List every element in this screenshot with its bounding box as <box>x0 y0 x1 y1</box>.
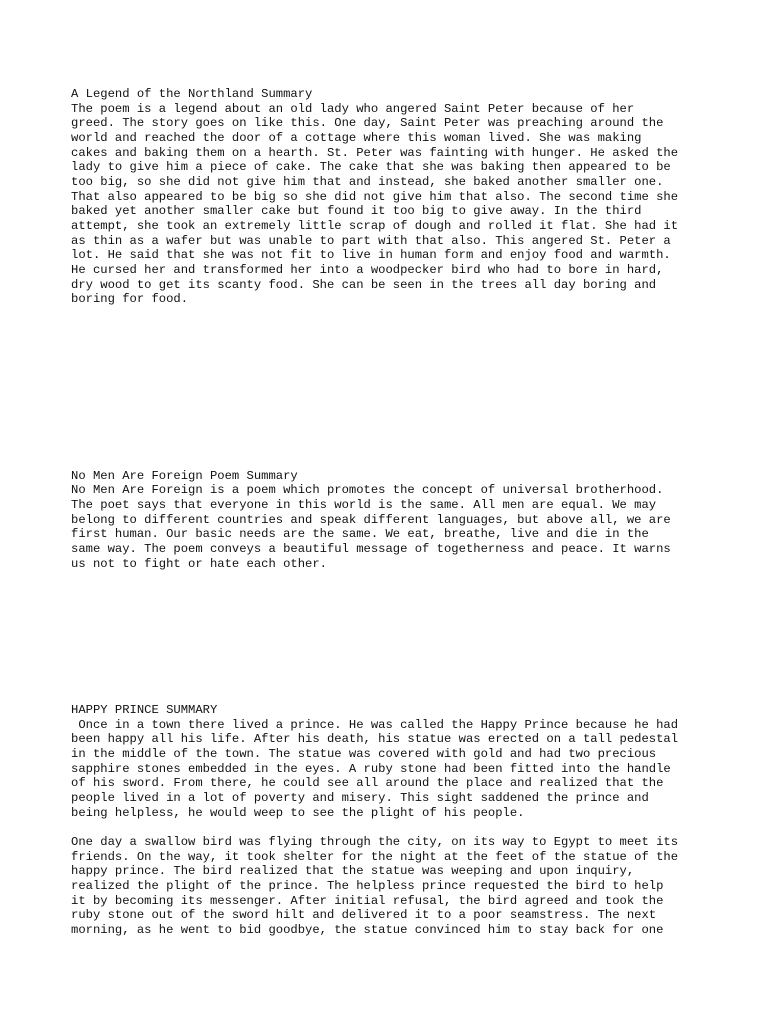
text-line: sapphire stones embedded in the eyes. A ruby stone had been fitted into the handle <box>71 762 671 776</box>
text-line: The poet says that everyone in this world is the same. All men are equal. We may <box>71 498 657 512</box>
text-line: attempt, she took an extremely little scrap of dough and rolled it flat. She had it <box>71 219 679 233</box>
text-line: ruby stone out of the sword hilt and delivered it to a poor seamstress. The next <box>71 908 657 922</box>
section-title-legend-northland: A Legend of the Northland Summary <box>71 87 313 101</box>
text-line: cakes and baking them on a hearth. St. Peter was fainting with hunger. He asked the <box>71 146 679 160</box>
text-line: as thin as a wafer but was unable to part with that also. This angered St. Peter a <box>71 234 671 248</box>
text-line: in the middle of the town. The statue was covered with gold and had two precious <box>71 747 657 761</box>
text-line: baked yet another smaller cake but found it too big to give away. In the third <box>71 204 642 218</box>
text-line: happy prince. The bird realized that the statue was weeping and upon inquiry, <box>71 864 635 878</box>
text-line: dry wood to get its scanty food. She can be seen in the trees all day boring and <box>71 278 657 292</box>
text-line: One day a swallow bird was flying through the city, on its way to Egypt to meet its <box>71 835 679 849</box>
section-title-no-men-are-foreign: No Men Are Foreign Poem Summary <box>71 469 298 483</box>
text-line: greed. The story goes on like this. One day, Saint Peter was preaching around the <box>71 116 664 130</box>
text-line: That also appeared to be big so she did not give him that also. The second time she <box>71 190 679 204</box>
text-line: people lived in a lot of poverty and misery. This sight saddened the prince and <box>71 791 649 805</box>
text-line: lot. He said that she was not fit to live in human form and enjoy food and warmth. <box>71 248 671 262</box>
text-line: boring for food. <box>71 292 189 306</box>
text-line: Once in a town there lived a prince. He was called the Happy Prince because he had <box>71 718 679 732</box>
text-line: He cursed her and transformed her into a woodpecker bird who had to bore in hard, <box>71 263 664 277</box>
text-line: been happy all his life. After his death, his statue was erected on a tall pedestal <box>71 732 679 746</box>
text-line: friends. On the way, it took shelter for the night at the feet of the statue of the <box>71 850 679 864</box>
text-line: realized the plight of the prince. The helpless prince requested the bird to help <box>71 879 664 893</box>
text-line: same way. The poem conveys a beautiful message of togetherness and peace. It warns <box>71 542 671 556</box>
text-line: belong to different countries and speak different languages, but above all, we are <box>71 513 671 527</box>
text-line: lady to give him a piece of cake. The cake that she was baking then appeared to be <box>71 160 671 174</box>
text-line: first human. Our basic needs are the same. We eat, breathe, live and die in the <box>71 527 649 541</box>
text-line: No Men Are Foreign is a poem which promotes the concept of universal brotherhood. <box>71 483 664 497</box>
text-line: morning, as he went to bid goodbye, the statue convinced him to stay back for one <box>71 923 664 937</box>
text-line: it by becoming its messenger. After initial refusal, the bird agreed and took the <box>71 894 664 908</box>
text-line: being helpless, he would weep to see the plight of his people. <box>71 806 525 820</box>
text-line: us not to fight or hate each other. <box>71 557 327 571</box>
text-line: The poem is a legend about an old lady who angered Saint Peter because of her <box>71 102 635 116</box>
text-line: world and reached the door of a cottage where this woman lived. She was making <box>71 131 642 145</box>
text-line: of his sword. From there, he could see all around the place and realized that the <box>71 776 664 790</box>
section-title-happy-prince: HAPPY PRINCE SUMMARY <box>71 703 218 717</box>
text-line: too big, so she did not give him that and instead, she baked another smaller one. <box>71 175 664 189</box>
